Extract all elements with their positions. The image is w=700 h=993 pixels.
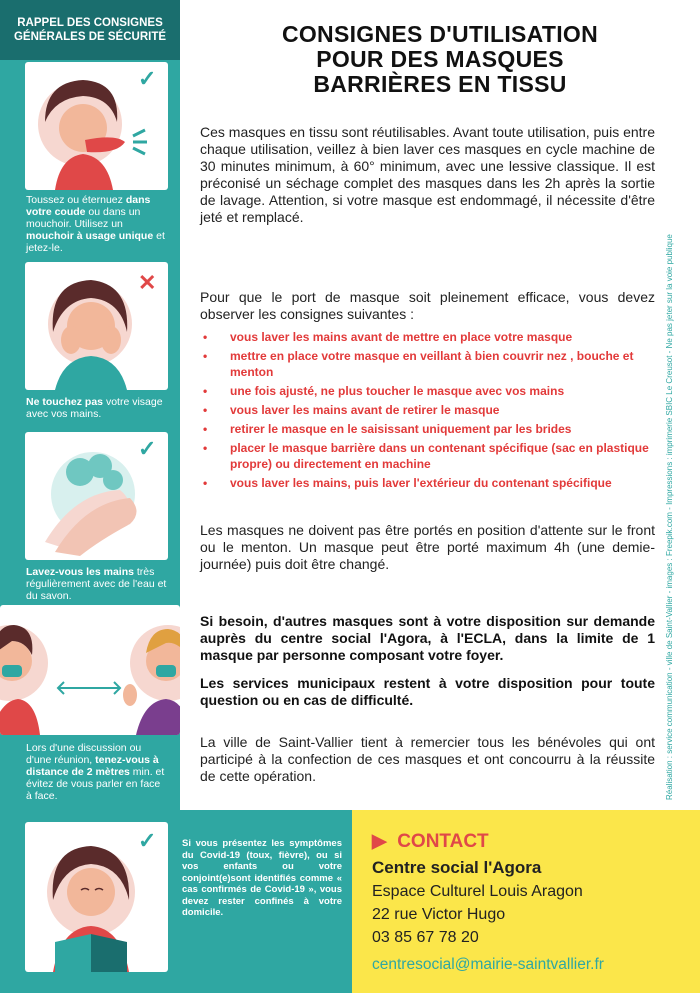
arrow-icon: ▶ (372, 831, 387, 852)
contact-name: Centre social l'Agora (372, 858, 542, 877)
covid-note: Si vous présentez les symptômes du Covid-19 (toux, fièvre), ou si vos enfants ou votre conjoint(e)sont identifiés comme « cas confirmés de Covid-19 », vous devez rester confinés à votre domicile. (182, 838, 342, 918)
list-item: • placer le masque barrière dans un contenant spécifique (sac en plastique propre) ou directement en machine (203, 441, 649, 471)
thanks-paragraph: La ville de Saint-Vallier tient à remercier tous les bénévoles qui ont participé à la confection de ces masques et ont concourru à la réussite de cette opération. (200, 734, 655, 784)
intro-paragraph: Ces masques en tissu sont réutilisables. Avant toute utilisation, puis entre chaque utilisation, veillez à bien laver ces masques en cycle machine de 30 minutes minimum, à 60° minimum, avec une lessive classique. Il est préconisé un séchage complet des masques dans les 2h après la sortie de lavage. Attention, si votre masque est endommagé, il nécessite d'être jeté et remplacé. (200, 124, 655, 225)
list-item: • vous laver les mains avant de retirer le masque (203, 403, 500, 417)
check-icon: ✓ (138, 828, 157, 853)
distance-illustration (0, 605, 180, 735)
page-title: CONSIGNES D'UTILISATION POUR DES MASQUES BARRIÈRES EN TISSU (281, 21, 599, 97)
availability-paragraph: Si besoin, d'autres masques sont à votre disposition sur demande auprès du centre social l'Agora, à l'ECLA, dans la limite de 1 masque par personne composant votre foyer. (200, 613, 655, 663)
contact-place: Espace Culturel Louis Aragon (372, 883, 583, 900)
cross-icon: ✕ (138, 270, 157, 295)
tip-cough: Toussez ou éternuez dans votre coude ou dans un mouchoir. Utilisez un mouchoir à usage unique et jetez-le. (26, 194, 165, 254)
credit-line: Réalisation : service communication - ville de Saint-Vallier - images : Freepik.com - Impressions : imprimerie SBIC Le Creusot - Ne pas jeter sur la voie publique (665, 234, 674, 800)
tip-handwash: Lavez-vous les mains très régulièrement avec de l'eau et du savon. (26, 566, 167, 602)
bullets-intro: Pour que le port de masque soit pleinement efficace, vous devez observer les consignes suivantes : (200, 289, 655, 322)
contact-street: 22 rue Victor Hugo (372, 906, 506, 923)
sidebar-heading: RAPPEL DES CONSIGNES GÉNÉRALES DE SÉCURITÉ (0, 0, 180, 60)
contact-heading: ▶ CONTACT (372, 831, 489, 852)
contact-phone: 03 85 67 78 20 (372, 929, 479, 946)
wear-paragraph: Les masques ne doivent pas être portés en position d'attente sur le front ou le menton. Un masque peut être porté maximum 4h (une demie-journée) puis doit être changé. (200, 522, 655, 572)
tip-face: Ne touchez pas votre visage avec vos mains. (26, 396, 163, 420)
instruction-list (200, 329, 655, 494)
services-paragraph: Les services municipaux restent à votre disposition pour toute question ou en cas de difficulté. (200, 675, 655, 708)
tip-distance: Lors d'une discussion ou d'une réunion, tenez-vous à distance de 2 mètres min. et évitez de vous parler en face à face. (26, 742, 165, 802)
list-item: • vous laver les mains avant de mettre en place votre masque (203, 330, 573, 344)
list-item: • une fois ajusté, ne plus toucher le masque avec vos mains (203, 384, 565, 398)
list-item: • vous laver les mains, puis laver l'extérieur du contenant spécifique (203, 476, 612, 490)
check-icon: ✓ (138, 66, 157, 91)
list-item: • mettre en place votre masque en veillant à bien couvrir nez , bouche et menton (203, 349, 634, 379)
list-item: • retirer le masque en le saisissant uniquement par les brides (203, 422, 572, 436)
contact-email[interactable]: centresocial@mairie-saintvallier.fr (372, 956, 604, 973)
check-icon: ✓ (138, 436, 157, 461)
